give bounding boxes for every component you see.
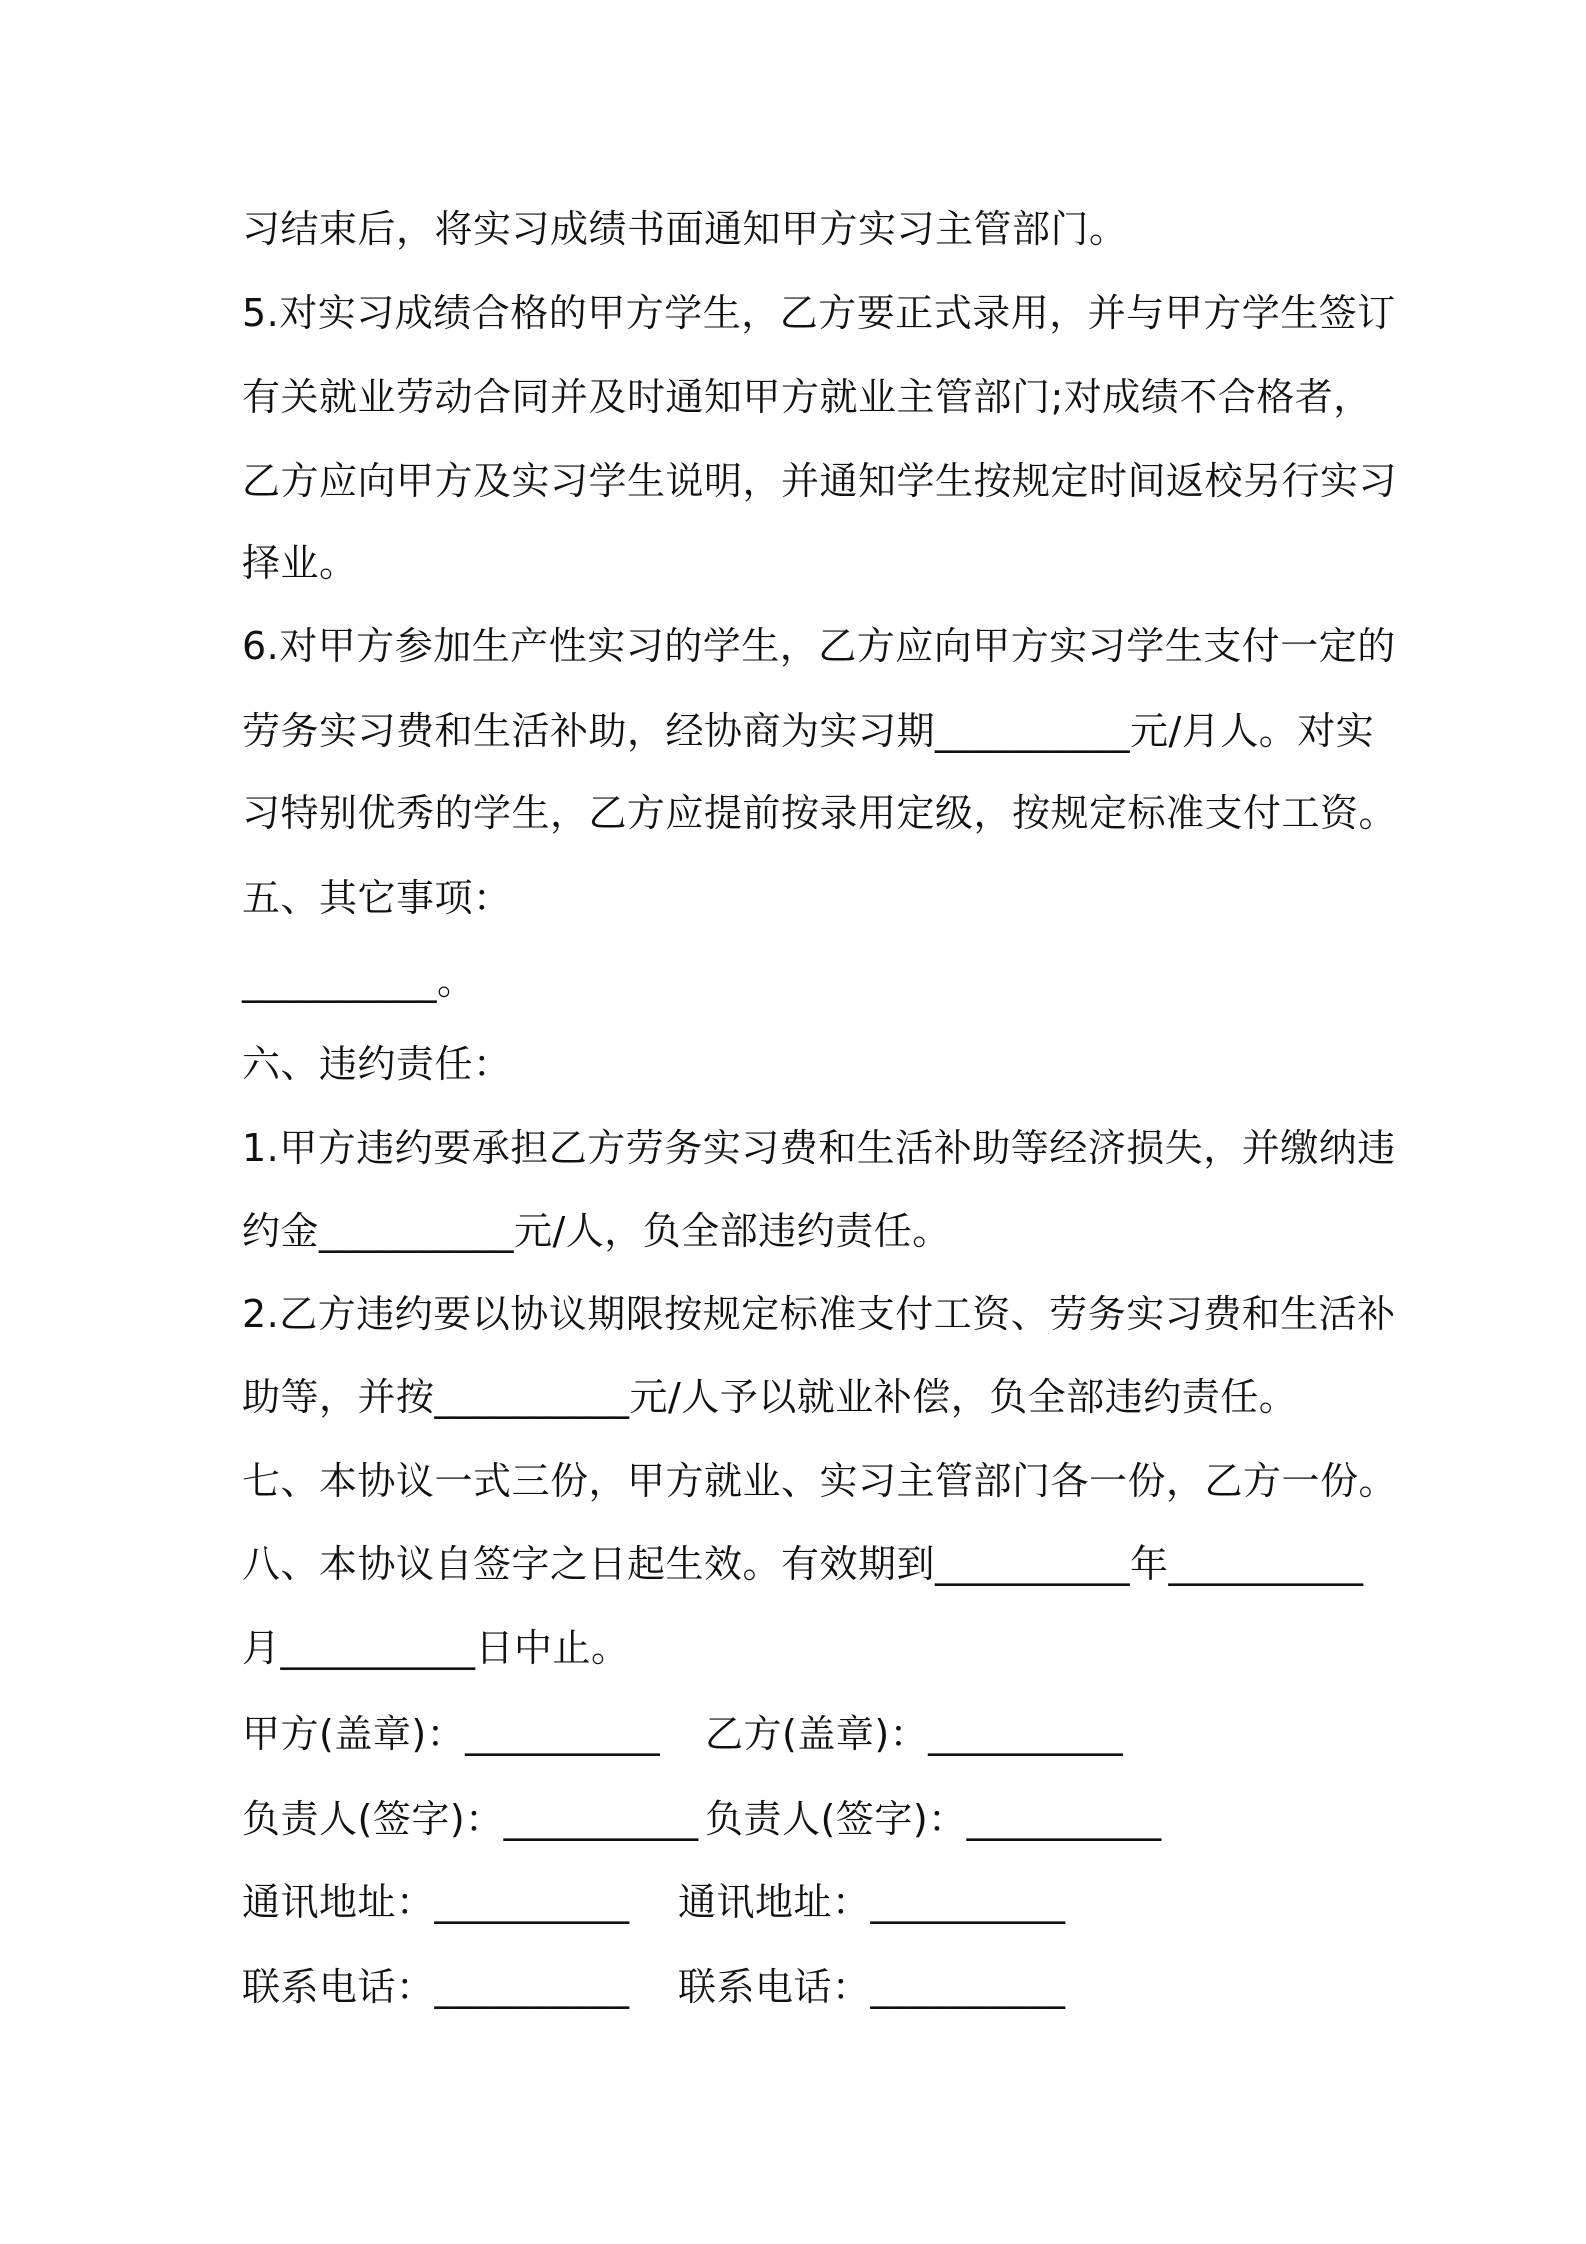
paragraph-line: 习特别优秀的学生，乙方应提前按录用定级，按规定标准支付工资。 [242, 791, 1398, 835]
paragraph-line: 1.甲方违约要承担乙方劳务实习费和生活补助等经济损失，并缴纳违 [242, 1126, 1396, 1170]
section-heading: 八、本协议自签字之日起生效。有效期到__________年__________ [242, 1542, 1364, 1586]
paragraph-line: 约金__________元/人，负全部违约责任。 [242, 1209, 951, 1253]
party-b-phone: 联系电话：__________ [678, 1965, 1066, 2009]
paragraph-line: 习结束后，将实习成绩书面通知甲方实习主管部门。 [242, 207, 1128, 251]
party-a-seal: 甲方(盖章)：__________ [242, 1712, 661, 1756]
party-b-address: 通讯地址：__________ [678, 1880, 1066, 1924]
section-heading: 六、违约责任： [242, 1042, 512, 1086]
party-b-person: 负责人(签字)：__________ [705, 1797, 1162, 1841]
paragraph-line: 月__________日中止。 [242, 1626, 630, 1670]
paragraph-line: 6.对甲方参加生产性实习的学生，乙方应向甲方实习学生支付一定的 [242, 624, 1396, 668]
paragraph-line: __________。 [242, 959, 476, 1003]
paragraph-line: 助等，并按__________元/人予以就业补偿，负全部违约责任。 [242, 1375, 1298, 1419]
paragraph-line: 5.对实习成绩合格的甲方学生，乙方要正式录用，并与甲方学生签订 [242, 291, 1396, 335]
paragraph-line: 有关就业劳动合同并及时通知甲方就业主管部门;对成绩不合格者， [242, 375, 1372, 419]
paragraph-line: 2.乙方违约要以协议期限按规定标准支付工资、劳务实习费和生活补 [242, 1292, 1396, 1336]
party-a-address: 通讯地址：__________ [242, 1880, 630, 1924]
paragraph-line: 劳务实习费和生活补助，经协商为实习期__________元/月人。对实 [242, 709, 1375, 753]
paragraph-line: 择业。 [242, 541, 358, 585]
party-a-phone: 联系电话：__________ [242, 1965, 630, 2009]
section-heading: 七、本协议一式三份，甲方就业、实习主管部门各一份，乙方一份。 [242, 1459, 1398, 1503]
party-b-seal: 乙方(盖章)：__________ [705, 1712, 1124, 1756]
paragraph-line: 乙方应向甲方及实习学生说明，并通知学生按规定时间返校另行实习 [242, 459, 1398, 503]
section-heading: 五、其它事项： [242, 876, 512, 920]
party-a-person: 负责人(签字)：__________ [242, 1797, 699, 1841]
